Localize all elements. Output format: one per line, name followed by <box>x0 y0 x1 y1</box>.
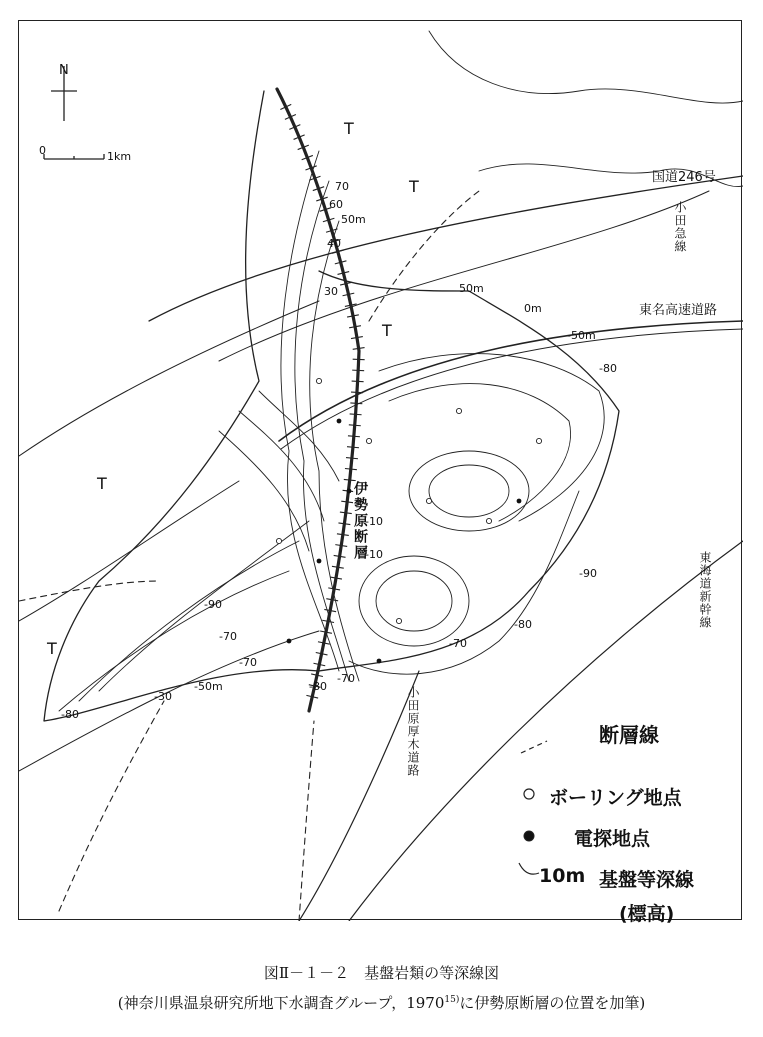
legend-boring-label: ボーリング地点 <box>549 787 682 809</box>
route-246-road <box>149 176 743 321</box>
contour-label: 50m <box>459 282 484 295</box>
fault-hatch-mark <box>347 447 359 448</box>
terrain-label: T <box>382 321 392 340</box>
fault-trace-dashed <box>59 701 164 911</box>
fault-hatch-mark <box>350 403 362 404</box>
terrain-outline-north <box>429 31 743 103</box>
terrain-label: T <box>47 639 57 658</box>
fault-trace-dashed <box>369 191 479 321</box>
fault-hatch-mark <box>346 458 358 459</box>
odakyu-line-label: 小田急線 <box>673 201 687 253</box>
contour <box>409 451 529 531</box>
contour-label: 70 <box>335 180 349 193</box>
route-246-label: 国道246号 <box>652 170 716 185</box>
contour-label: -30 <box>154 690 172 703</box>
legend-fault-line-label: 断層線 <box>599 723 659 747</box>
contour <box>376 571 452 631</box>
contour-label: -50m <box>194 680 223 693</box>
contour <box>389 384 571 521</box>
tomei-expressway <box>279 321 743 441</box>
fault-hatch-mark <box>345 469 357 470</box>
terrain-label: T <box>409 177 419 196</box>
fault-hatch-marks <box>280 104 364 698</box>
contour-label: -80 <box>514 618 532 631</box>
contour <box>59 571 289 711</box>
contour-label: -80 <box>61 708 79 721</box>
map-legend <box>519 711 749 931</box>
contour-label: 50m <box>341 213 366 226</box>
fault-hatch-mark <box>348 436 360 437</box>
fault-trace-dashed <box>19 581 159 601</box>
contour-label: -80 <box>599 362 617 375</box>
contour-label: -80 <box>309 680 327 693</box>
contour-label: -90 <box>204 598 222 611</box>
terrain-outline-basin <box>44 91 619 721</box>
contour-label: -70 <box>219 630 237 643</box>
figure-caption-title: 図Ⅱ－１－２ 基盤岩類の等深線図 <box>263 964 500 982</box>
north-arrow-label: N <box>59 63 69 78</box>
legend-contour-label: 基盤等深線 <box>599 869 695 891</box>
legend-contour-value: 10m <box>539 865 586 887</box>
contour-label: -70 <box>449 637 467 650</box>
contour <box>239 411 324 521</box>
legend-contour-note: (標高) <box>619 903 675 925</box>
scale-end-label: 1km <box>107 150 132 163</box>
contour-label: -70 <box>337 672 355 685</box>
odawara-atsugi-road <box>299 671 419 921</box>
contour-label: -10 <box>365 515 383 528</box>
contour-label: -70 <box>239 656 257 669</box>
scale-start-label: 0 <box>39 144 46 157</box>
left-road-1 <box>19 301 319 456</box>
caption-source-pre: (神奈川県温泉研究所地下水調査グループ，1970 <box>117 994 445 1012</box>
contour <box>219 431 309 551</box>
fault-hatch-mark <box>351 392 363 393</box>
fault-trace-dashed <box>299 721 314 921</box>
scale-bar <box>44 154 104 159</box>
figure-caption-source <box>0 992 763 1013</box>
fault-hatch-mark <box>352 370 364 371</box>
caption-reference-sup: 15) <box>444 995 460 1005</box>
contour-label: -90 <box>579 567 597 580</box>
fault-hatch-mark <box>340 512 352 514</box>
terrain-label: T <box>344 119 354 138</box>
odawara-atsugi-road-label: 小田原厚木道路 <box>406 686 420 777</box>
electric-survey-points <box>287 419 522 664</box>
contour-label: 0m <box>524 302 542 315</box>
contour <box>79 541 299 701</box>
tomei-expressway-label: 東名高速道路 <box>639 303 718 318</box>
contour-label: 60 <box>329 198 343 211</box>
shinkansen-label: 東海道新幹線 <box>698 551 712 629</box>
fault-hatch-mark <box>349 425 361 426</box>
contour-label: 30 <box>324 285 338 298</box>
contour-label: 40 <box>327 237 341 250</box>
map-frame <box>18 20 742 925</box>
contour-label: -10 <box>365 548 383 561</box>
fault-hatch-mark <box>352 381 364 382</box>
legend-electric-label: 電探地点 <box>574 828 651 850</box>
isehara-fault-label: 伊勢原断層 <box>352 481 368 561</box>
caption-source-post: に伊勢原断層の位置を加筆) <box>459 994 646 1012</box>
terrain-label: T <box>97 474 107 493</box>
contour-label: -50m <box>567 329 596 342</box>
fault-hatch-mark <box>353 359 365 360</box>
contour <box>429 465 509 517</box>
contour <box>359 556 469 646</box>
fault-hatch-mark <box>350 414 362 415</box>
